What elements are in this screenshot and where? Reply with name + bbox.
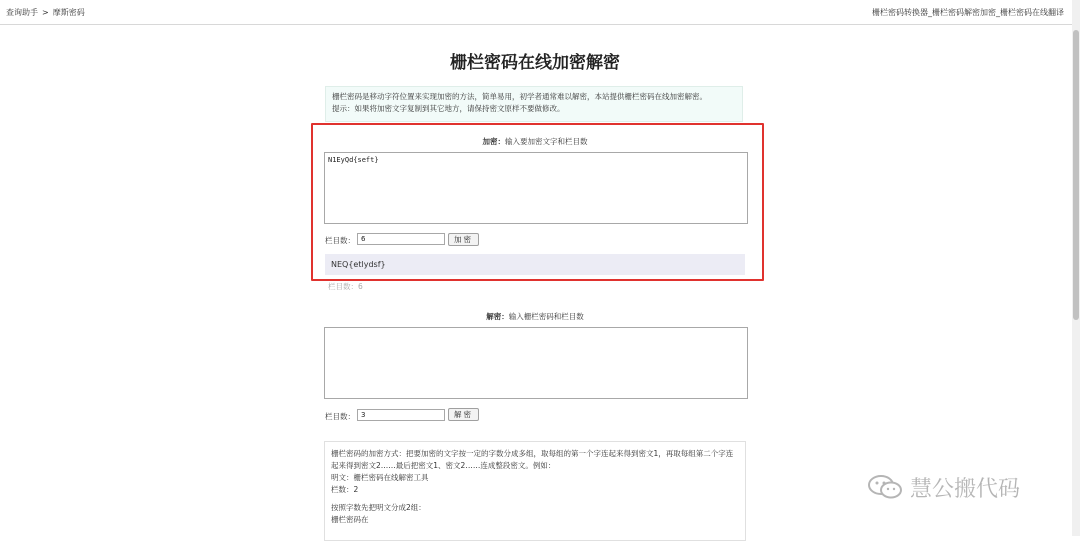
explanation-intro: 栅栏密码的加密方式：把要加密的文字按一定的字数分成多组，取每组的第一个字连起来得到密文1，再取每组第二个字连起来得到密文2……最后把密文1、密文2……连成整段密文。例如：: [331, 449, 734, 470]
breadcrumb: [6, 7, 85, 18]
wechat-icon: [866, 474, 904, 500]
page-scrollbar[interactable]: [1072, 0, 1080, 536]
encrypt-label-text: 输入要加密文字和栏目数: [505, 137, 588, 146]
decrypt-label-text: 输入栅栏密码和栏目数: [508, 312, 584, 321]
scrollbar-thumb[interactable]: [1073, 30, 1079, 320]
decrypt-count-input[interactable]: [357, 409, 445, 421]
explanation-plaintext: 明文：栅栏密码在线解密工具: [331, 473, 429, 482]
encrypt-textarea[interactable]: [324, 152, 748, 224]
decrypt-label-bold: 解密：: [486, 312, 509, 321]
explanation-step: 按照字数先把明文分成2组：: [331, 503, 426, 512]
decrypt-count-label: 栏目数：: [325, 412, 355, 421]
encrypt-label: [0, 136, 1070, 147]
intro-tip: 提示：如果将加密文字复制到其它地方，请保持密文原样不要做修改。: [332, 104, 565, 113]
breadcrumb-separator: >: [42, 8, 49, 17]
explanation-box: [324, 441, 746, 541]
encrypt-label-bold: 加密：: [482, 137, 505, 146]
explanation-group: 栅栏密码在: [331, 515, 369, 524]
encrypt-result: NEQ{etlydsf}: [325, 254, 745, 275]
decrypt-textarea[interactable]: [324, 327, 748, 399]
decrypt-button[interactable]: 解密: [448, 408, 479, 421]
encrypt-button[interactable]: 加密: [448, 233, 479, 246]
ghost-count-text: 栏目数：6: [328, 282, 363, 291]
intro-box: [325, 86, 743, 122]
watermark-text: 慧公搬代码: [910, 476, 1021, 502]
decrypt-label: [0, 311, 1070, 322]
breadcrumb-current-link[interactable]: 摩斯密码: [52, 8, 85, 17]
top-bar: [0, 0, 1080, 25]
explanation-count: 栏数：2: [331, 485, 359, 494]
site-title-link[interactable]: 栅栏密码转换器_栅栏密码解密加密_栅栏密码在线翻译: [872, 8, 1064, 17]
breadcrumb-home-link[interactable]: 查询助手: [6, 8, 38, 17]
encrypt-count-input[interactable]: [357, 233, 445, 245]
intro-text: 栅栏密码是移动字符位置来实现加密的方法，简单易用，初学者通常难以解密，本站提供栅栏密码在线加密解密。: [332, 92, 707, 101]
page-title: 栅栏密码在线加密解密: [450, 53, 620, 73]
watermark: [866, 472, 1020, 502]
encrypt-count-label: 栏目数：: [325, 236, 355, 245]
